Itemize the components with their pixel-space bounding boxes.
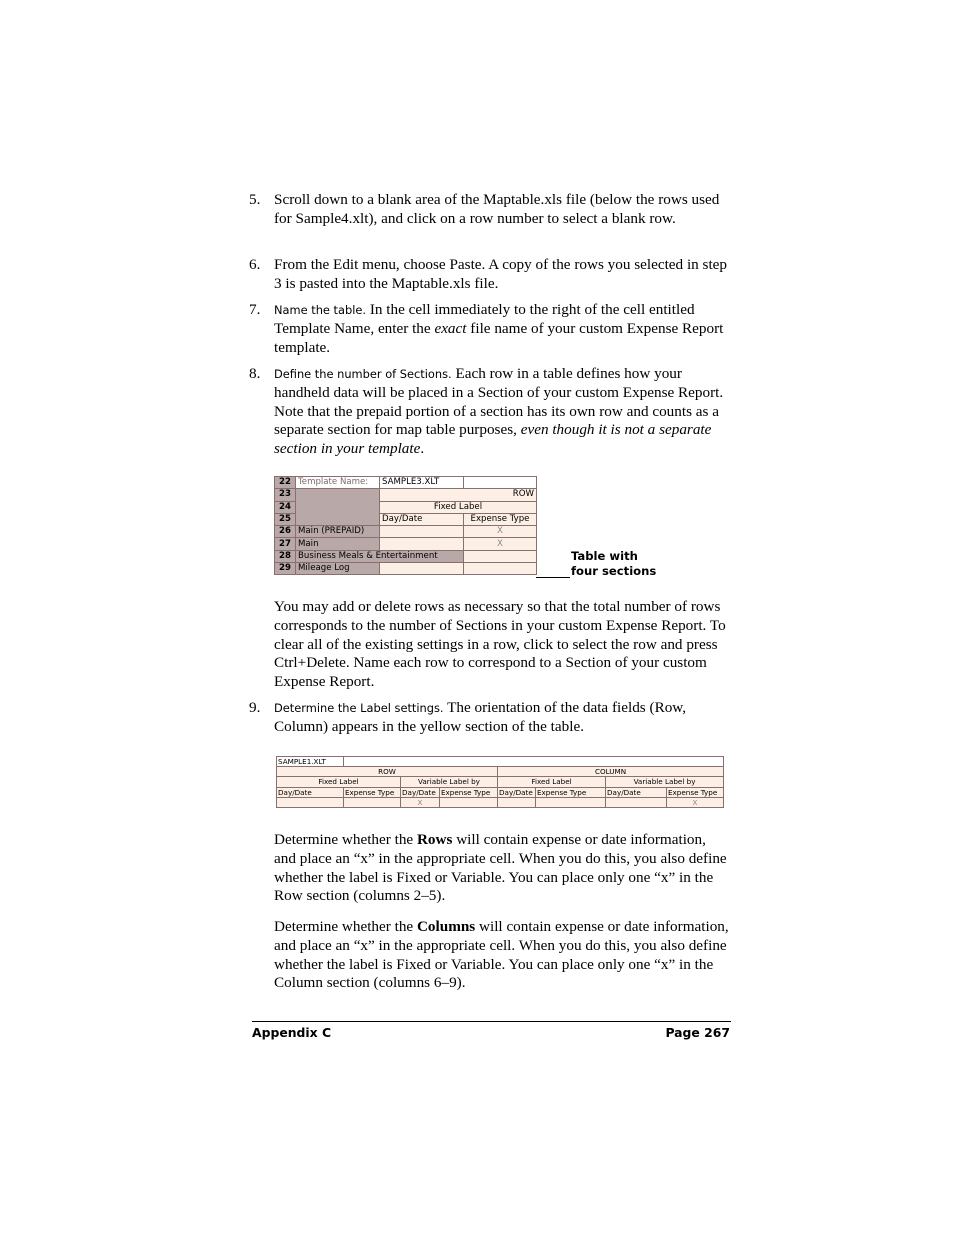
paragraph-rows	[274, 831, 729, 906]
expense-type-header: Expense Type	[440, 787, 498, 797]
variable-label-header: Variable Label by	[401, 777, 498, 787]
cell	[380, 538, 464, 550]
step-emphasis: even though it is not a separate section in your template	[274, 421, 712, 458]
row-header: ROW	[277, 767, 498, 777]
column-header: COLUMN	[498, 767, 724, 777]
cell	[277, 797, 344, 807]
step-text: From the Edit menu, choose Paste. A copy of the rows you selected in step 3 is pasted into the Maptable.xls file.	[274, 256, 728, 292]
step-runin: Name the table.	[274, 303, 367, 317]
step-number: 5.	[249, 191, 261, 208]
step-number: 7.	[249, 301, 261, 318]
day-date-header: Day/Date	[498, 787, 536, 797]
step-runin: Determine the Label settings.	[274, 701, 444, 715]
para-text-end: will contain expense or date information, and place an “x” in the appropriate cell. When you do this, you also define whether the label is Fixed or Variable. You can place only one “x” in the Row section (columns 2–5).	[274, 831, 727, 905]
template-name-label: Template Name:	[296, 477, 380, 489]
row-number: 26	[275, 526, 296, 538]
row-header: ROW	[380, 489, 537, 501]
paragraph-sections: You may add or delete rows as necessary so that the total number of rows corresponds to the number of Sections in your custom Expense Report. To clear all of the existing settings in a row, click to select the row and press Ctrl+Delete. Name each row to correspond to a Section of your custom Expense Report.	[274, 598, 726, 691]
variable-label-header: Variable Label by	[606, 777, 724, 787]
page-number: Page 267	[665, 1025, 730, 1040]
para-text: Determine whether the	[274, 918, 417, 935]
fixed-label-header: Fixed Label	[380, 501, 537, 513]
map-table-four-sections	[274, 476, 536, 583]
footer-rule	[252, 1021, 731, 1022]
expense-type-header: Expense Type	[536, 787, 606, 797]
table-row	[277, 767, 724, 777]
template-name-value: SAMPLE3.XLT	[380, 477, 464, 489]
step-number: 6.	[249, 256, 261, 273]
callout-leader-line	[536, 577, 570, 578]
table-row	[275, 550, 537, 562]
cell	[440, 797, 498, 807]
x-mark: X	[464, 538, 537, 550]
table-row	[275, 477, 537, 489]
step-emphasis: exact	[434, 319, 467, 337]
table-row	[277, 777, 724, 787]
step-runin: Define the number of Sections.	[274, 367, 452, 381]
step-number: 8.	[249, 365, 261, 382]
row-number: 29	[275, 563, 296, 575]
row-number: 27	[275, 538, 296, 550]
row-number: 24	[275, 501, 296, 513]
section-name: Main	[296, 538, 380, 550]
cell	[606, 797, 667, 807]
cell	[464, 550, 537, 562]
callout-line-1: Table with	[571, 549, 638, 563]
cell	[344, 797, 401, 807]
para-text: Determine whether the	[274, 831, 417, 848]
table-row	[277, 787, 724, 797]
step-text	[274, 699, 729, 737]
step-body-end: file name of your custom Expense Report template.	[274, 319, 724, 356]
expense-type-header: Expense Type	[344, 787, 401, 797]
step-number: 9.	[249, 699, 261, 716]
step-text: Scroll down to a blank area of the Maptable.xls file (below the rows used for Sample4.xlt), and click on a row number to select a blank row.	[274, 191, 720, 227]
cell	[380, 563, 464, 575]
step-body: The orientation of the data fields (Row, Column) appears in the yellow section of the table.	[274, 699, 687, 735]
row-number: 25	[275, 513, 296, 525]
paragraph-columns	[274, 918, 729, 993]
expense-type-header: Expense Type	[464, 513, 537, 525]
table-row	[275, 563, 537, 575]
fixed-label-header: Fixed Label	[498, 777, 606, 787]
step-body-end: .	[420, 440, 425, 458]
cell	[380, 526, 464, 538]
label-settings-table	[276, 756, 723, 808]
day-date-header: Day/Date	[606, 787, 667, 797]
cell	[536, 797, 606, 807]
section-name: Business Meals & Entertainment	[296, 550, 464, 562]
para-bold: Rows	[416, 831, 453, 848]
template-cell: SAMPLE1.XLT	[277, 757, 344, 767]
footer-section: Appendix C	[252, 1025, 332, 1040]
step-body: Each row in a table defines how your handheld data will be placed in a Section of your custom Expense Report. Note that the prepaid portion of a section has its own row and counts as a separate section for map table purposes,	[274, 365, 724, 439]
x-mark: X	[667, 797, 724, 807]
callout-label	[571, 549, 656, 579]
step-text	[274, 301, 729, 357]
cell	[464, 563, 537, 575]
table-row	[275, 538, 537, 550]
x-mark: X	[464, 526, 537, 538]
day-date-header: Day/Date	[277, 787, 344, 797]
table-row	[275, 526, 537, 538]
callout-line-2: four sections	[571, 564, 657, 578]
expense-type-header: Expense Type	[667, 787, 724, 797]
para-bold: Columns	[416, 918, 476, 935]
table-row	[277, 797, 724, 807]
blank-cell	[344, 757, 724, 767]
x-mark: X	[401, 797, 440, 807]
row-number: 28	[275, 550, 296, 562]
step-text	[274, 365, 729, 459]
row-number: 22	[275, 477, 296, 489]
cell	[498, 797, 536, 807]
fixed-label-header: Fixed Label	[277, 777, 401, 787]
day-date-header: Day/Date	[380, 513, 464, 525]
blank-cell	[464, 477, 537, 489]
table-row	[275, 489, 537, 501]
row-number: 23	[275, 489, 296, 501]
label-block	[296, 489, 380, 526]
section-name: Main (PREPAID)	[296, 526, 380, 538]
step-body: In the cell immediately to the right of the cell entitled Template Name, enter the	[274, 301, 695, 337]
day-date-header: Day/Date	[401, 787, 440, 797]
para-text-end: will contain expense or date information, and place an “x” in the appropriate cell. When you do this, you also define whether the label is Fixed or Variable. You can place only one “x” in the Column section (columns 6–9).	[274, 918, 729, 992]
table-row	[277, 757, 724, 767]
section-name: Mileage Log	[296, 563, 380, 575]
